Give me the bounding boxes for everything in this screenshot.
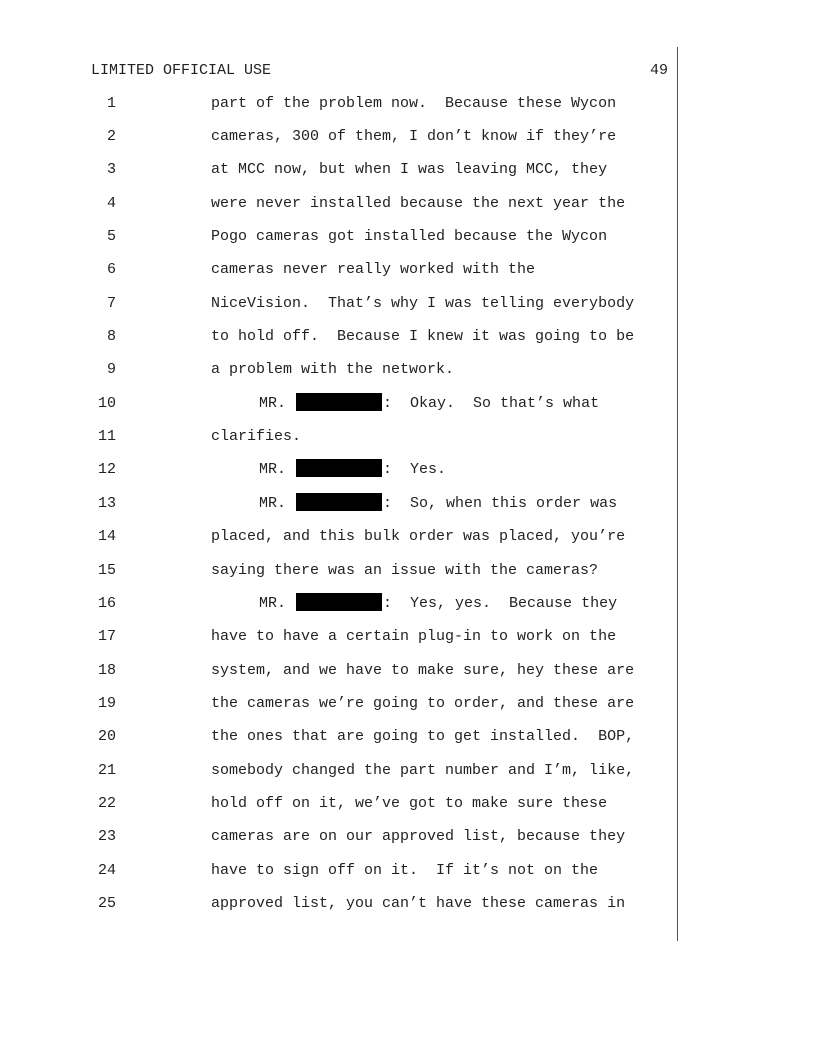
line-text: system, and we have to make sure, hey these are — [211, 661, 635, 679]
line-text: Pogo cameras got installed because the Wycon — [211, 227, 608, 245]
line-number: 16 — [97, 594, 116, 612]
transcript-line — [0, 893, 816, 926]
speech-text: : Yes, yes. Because they — [383, 594, 618, 612]
transcript-line — [0, 493, 816, 526]
line-number: 5 — [106, 227, 116, 245]
transcript-line — [0, 826, 816, 859]
transcript-line — [0, 326, 816, 359]
transcript-line — [0, 593, 816, 626]
page-number: 49 — [649, 62, 668, 79]
line-text: NiceVision. That’s why I was telling everybody — [211, 294, 635, 312]
transcript-line — [0, 726, 816, 759]
transcript-line — [0, 760, 816, 793]
line-text: at MCC now, but when I was leaving MCC, they — [211, 161, 608, 179]
line-number: 1 — [106, 94, 116, 112]
line-number: 7 — [106, 294, 116, 312]
line-text: approved list, you can’t have these cameras in — [211, 895, 626, 913]
line-text — [259, 393, 599, 415]
line-text: the cameras we’re going to order, and these are — [211, 694, 635, 712]
classification-header: LIMITED OFFICIAL USE — [91, 62, 272, 79]
transcript-line — [0, 193, 816, 226]
line-number: 12 — [97, 461, 116, 479]
transcript-line — [0, 560, 816, 593]
line-number: 9 — [106, 361, 116, 379]
transcript-line — [0, 159, 816, 192]
line-number: 22 — [97, 795, 116, 813]
transcript-line — [0, 93, 816, 126]
line-text: the ones that are going to get installed. BOP, — [211, 728, 635, 746]
speaker-label: MR. — [259, 461, 287, 479]
line-number: 10 — [97, 394, 116, 412]
line-number: 8 — [106, 328, 116, 346]
transcript-line — [0, 126, 816, 159]
speech-text: : Yes. — [383, 461, 447, 479]
speaker-label: MR. — [259, 594, 287, 612]
line-text: have to have a certain plug-in to work on the — [211, 628, 617, 646]
line-number: 6 — [106, 261, 116, 279]
transcript-line — [0, 259, 816, 292]
line-text — [259, 493, 617, 515]
line-number: 17 — [97, 628, 116, 646]
line-text: a problem with the network. — [211, 361, 455, 379]
line-text: saying there was an issue with the cameras? — [211, 561, 599, 579]
line-text: to hold off. Because I knew it was going to be — [211, 328, 635, 346]
transcript-line — [0, 393, 816, 426]
line-number: 23 — [97, 828, 116, 846]
transcript-line — [0, 660, 816, 693]
transcript-line — [0, 226, 816, 259]
line-number: 18 — [97, 661, 116, 679]
line-number: 15 — [97, 561, 116, 579]
redaction-bar — [296, 593, 382, 611]
line-number: 21 — [97, 761, 116, 779]
line-number: 3 — [106, 161, 116, 179]
line-text: cameras never really worked with the — [211, 261, 536, 279]
line-text: have to sign off on it. If it’s not on the — [211, 861, 599, 879]
line-number: 4 — [106, 194, 116, 212]
line-number: 19 — [97, 694, 116, 712]
line-number: 14 — [97, 528, 116, 546]
line-number: 13 — [97, 494, 116, 512]
line-text: hold off on it, we’ve got to make sure these — [211, 795, 608, 813]
line-number: 2 — [106, 127, 116, 145]
line-number: 24 — [97, 861, 116, 879]
line-text: somebody changed the part number and I’m, like, — [211, 761, 635, 779]
transcript-lines — [0, 93, 816, 927]
line-text: cameras, 300 of them, I don’t know if they’re — [211, 127, 617, 145]
line-text — [259, 593, 617, 615]
transcript-line — [0, 793, 816, 826]
line-text: placed, and this bulk order was placed, you’re — [211, 528, 626, 546]
redaction-bar — [296, 393, 382, 411]
transcript-line — [0, 293, 816, 326]
speech-text: : Okay. So that’s what — [383, 394, 600, 412]
speaker-label: MR. — [259, 394, 287, 412]
line-text: part of the problem now. Because these Wycon — [211, 94, 617, 112]
line-text: cameras are on our approved list, because they — [211, 828, 626, 846]
transcript-line — [0, 459, 816, 492]
transcript-line — [0, 860, 816, 893]
line-number: 25 — [97, 895, 116, 913]
transcript-line — [0, 359, 816, 392]
transcript-line — [0, 526, 816, 559]
line-number: 20 — [97, 728, 116, 746]
line-text: were never installed because the next year the — [211, 194, 626, 212]
redaction-bar — [296, 459, 382, 477]
line-number: 11 — [97, 428, 116, 446]
transcript-line — [0, 693, 816, 726]
speech-text: : So, when this order was — [383, 494, 618, 512]
line-text: clarifies. — [211, 428, 302, 446]
transcript-line — [0, 426, 816, 459]
redaction-bar — [296, 493, 382, 511]
speaker-label: MR. — [259, 494, 287, 512]
line-text — [259, 459, 446, 481]
transcript-line — [0, 626, 816, 659]
